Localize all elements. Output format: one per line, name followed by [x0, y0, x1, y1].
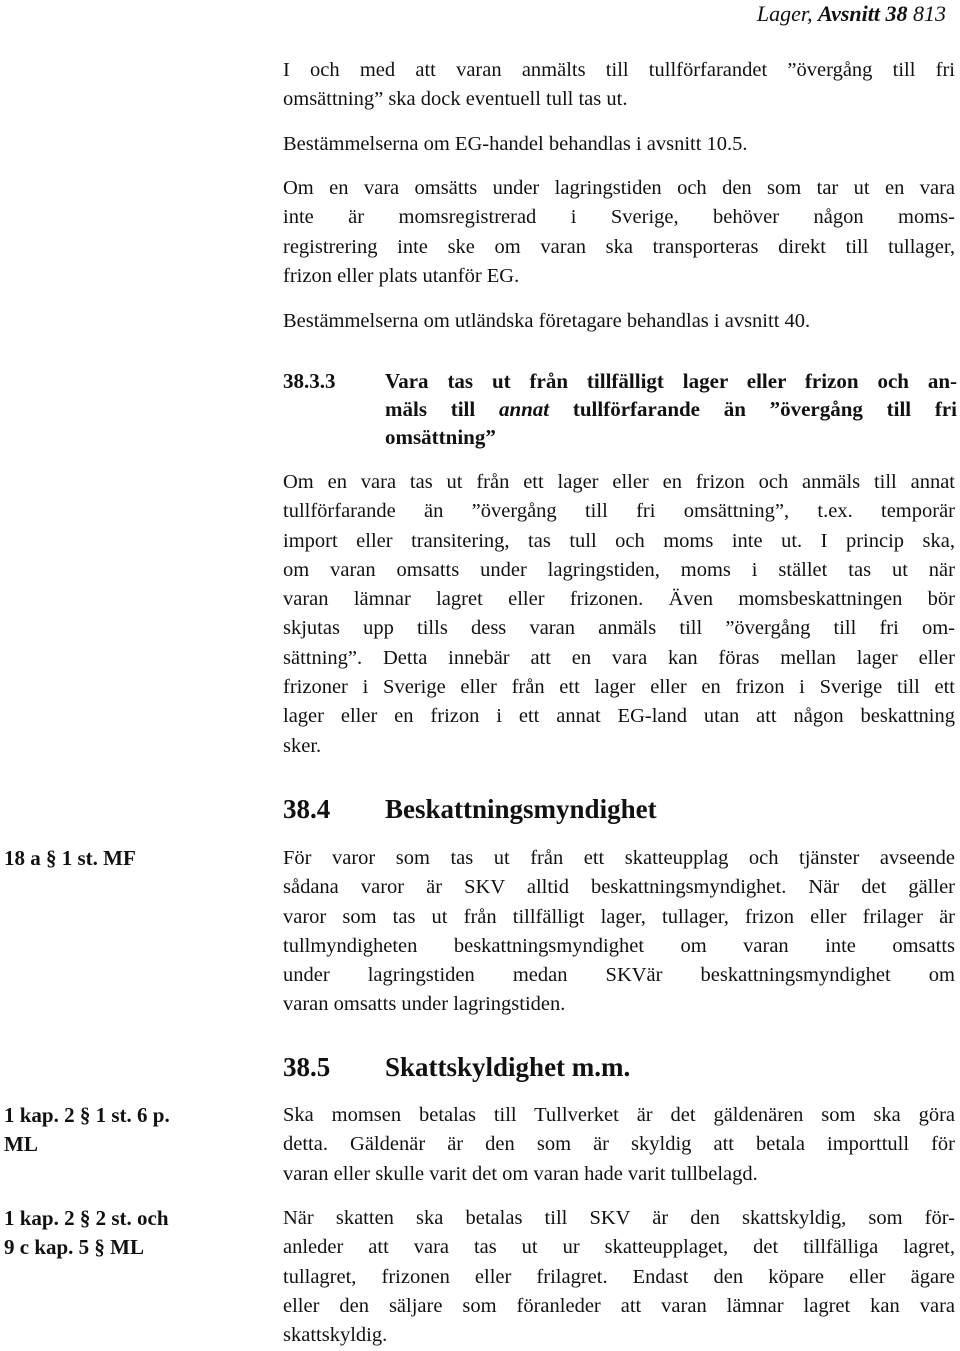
margin-reference — [4, 1204, 244, 1262]
paragraph-release-to-free-circulation — [283, 56, 955, 115]
text-line: Om en vara tas ut från ett lager eller en frizon och anmäls till annat — [283, 471, 955, 493]
subsection-title-line — [385, 395, 957, 423]
header-section-number: Avsnitt 38 — [818, 1, 908, 26]
text-line: om varan omsatts under lagringstiden, moms i stället tas ut när — [283, 558, 955, 581]
section-number: 38.4 — [283, 794, 331, 824]
paragraph-foreign-traders-reference — [283, 307, 955, 336]
text-line: sådana varor är SKV alltid beskattningsmyndighet. När det gäller — [283, 876, 955, 899]
text-line: tullmyndigheten beskattningsmyndighet om varan inte omsatts — [283, 934, 955, 957]
text-line: varan lämnar lagret eller frizonen. Även momsbeskattningen bör — [283, 588, 955, 611]
margin-reference-line: ML — [4, 1132, 38, 1156]
text-line: omsättning” ska dock eventuell tull tas ut. — [283, 88, 628, 111]
text-line: Bestämmelserna om EG-handel behandlas i avsnitt 10.5. — [283, 133, 748, 155]
subsection-number: 38.3.3 — [283, 369, 336, 393]
text-line: sättning”. Detta innebär att en vara kan föras mellan lager eller — [283, 646, 955, 669]
text-line: tullförfarande än ”övergång till fri omsättning”, t.ex. temporär — [283, 500, 955, 523]
text-line: sker. — [283, 734, 322, 757]
paragraph-tax-authority — [283, 844, 955, 1020]
subsection-title — [385, 367, 957, 451]
title-fragment: mäls till — [385, 397, 499, 421]
text-line: För varor som tas ut från ett skatteupplag och tjänster avseende — [283, 847, 955, 869]
text-line: import eller transitering, tas tull och moms inte ut. I princip ska, — [283, 529, 955, 552]
margin-reference — [4, 1101, 244, 1159]
margin-reference-line: 1 kap. 2 § 1 st. 6 p. — [4, 1103, 170, 1127]
text-line: varan omsatts under lagringstiden. — [283, 993, 566, 1016]
paragraph-eg-trade-reference — [283, 130, 955, 159]
subsection-title-line: omsättning” — [385, 425, 496, 449]
subsection-title-line: Vara tas ut från tillfälligt lager eller frizon och an- — [385, 369, 957, 393]
text-line: Om en vara omsätts under lagringstiden och den som tar ut en vara — [283, 177, 955, 199]
header-section-label: Lager, — [756, 1, 819, 26]
text-line: Bestämmelserna om utländska företagare behandlas i avsnitt 40. — [283, 310, 811, 332]
text-line: När skatten ska betalas till SKV är den skattskyldig, som för- — [283, 1207, 955, 1229]
text-line: tullagret, frizonen eller frilagret. Endast den köpare eller ägare — [283, 1265, 955, 1288]
text-line: under lagringstiden medan SKVär beskattningsmyndighet om — [283, 964, 955, 987]
section-title: Skattskyldighet m.m. — [385, 1052, 631, 1082]
text-line: Ska momsen betalas till Tullverket är det gäldenären som ska göra — [283, 1104, 955, 1126]
paragraph-debtor — [283, 1101, 955, 1189]
margin-reference-line: 9 c kap. 5 § ML — [4, 1235, 145, 1259]
paragraph-other-customs-procedure — [283, 468, 955, 761]
text-line: frizoner i Sverige eller från ett lager eller en frizon i Sverige till ett — [283, 676, 955, 699]
text-line: registrering inte ske om varan ska transporteras direkt till tullager, — [283, 235, 955, 258]
text-line: anleder att vara tas ut ur skatteupplaget, det tillfälliga lagret, — [283, 1236, 955, 1259]
text-line: I och med att varan anmälts till tullförfarandet ”övergång till fri — [283, 59, 955, 81]
paragraph-vat-registration — [283, 174, 955, 291]
margin-reference-line: 18 a § 1 st. MF — [4, 846, 136, 870]
text-line: skjutas upp tills dess varan anmäls till ”övergång till fri om- — [283, 617, 955, 640]
margin-reference-line: 1 kap. 2 § 2 st. och — [4, 1206, 169, 1230]
text-line: inte är momsregistrerad i Sverige, behöver någon moms- — [283, 206, 955, 229]
title-emphasis: annat — [498, 397, 550, 421]
text-line: varor som tas ut från tillfälligt lager, tullager, frizon eller frilager är — [283, 905, 955, 928]
margin-reference — [4, 844, 244, 873]
text-line: eller den säljare som föranleder att varan lämnar lagret kan vara — [283, 1294, 955, 1317]
paragraph-taxable-person — [283, 1204, 955, 1350]
section-title: Beskattningsmyndighet — [385, 794, 657, 824]
section-number: 38.5 — [283, 1052, 331, 1082]
text-line: lager eller en frizon i ett annat EG-land utan att någon beskattning — [283, 705, 955, 728]
text-line: skattskyldig. — [283, 1324, 388, 1347]
title-fragment: tullförfarande än ”övergång till fri — [549, 397, 958, 421]
text-line: varan eller skulle varit det om varan hade varit tullbelagd. — [283, 1162, 758, 1185]
page-number: 813 — [907, 1, 946, 26]
text-line: frizon eller plats utanför EG. — [283, 264, 520, 287]
running-header — [757, 0, 946, 28]
text-line: detta. Gäldenär är den som är skyldig att betala importtull för — [283, 1133, 955, 1156]
